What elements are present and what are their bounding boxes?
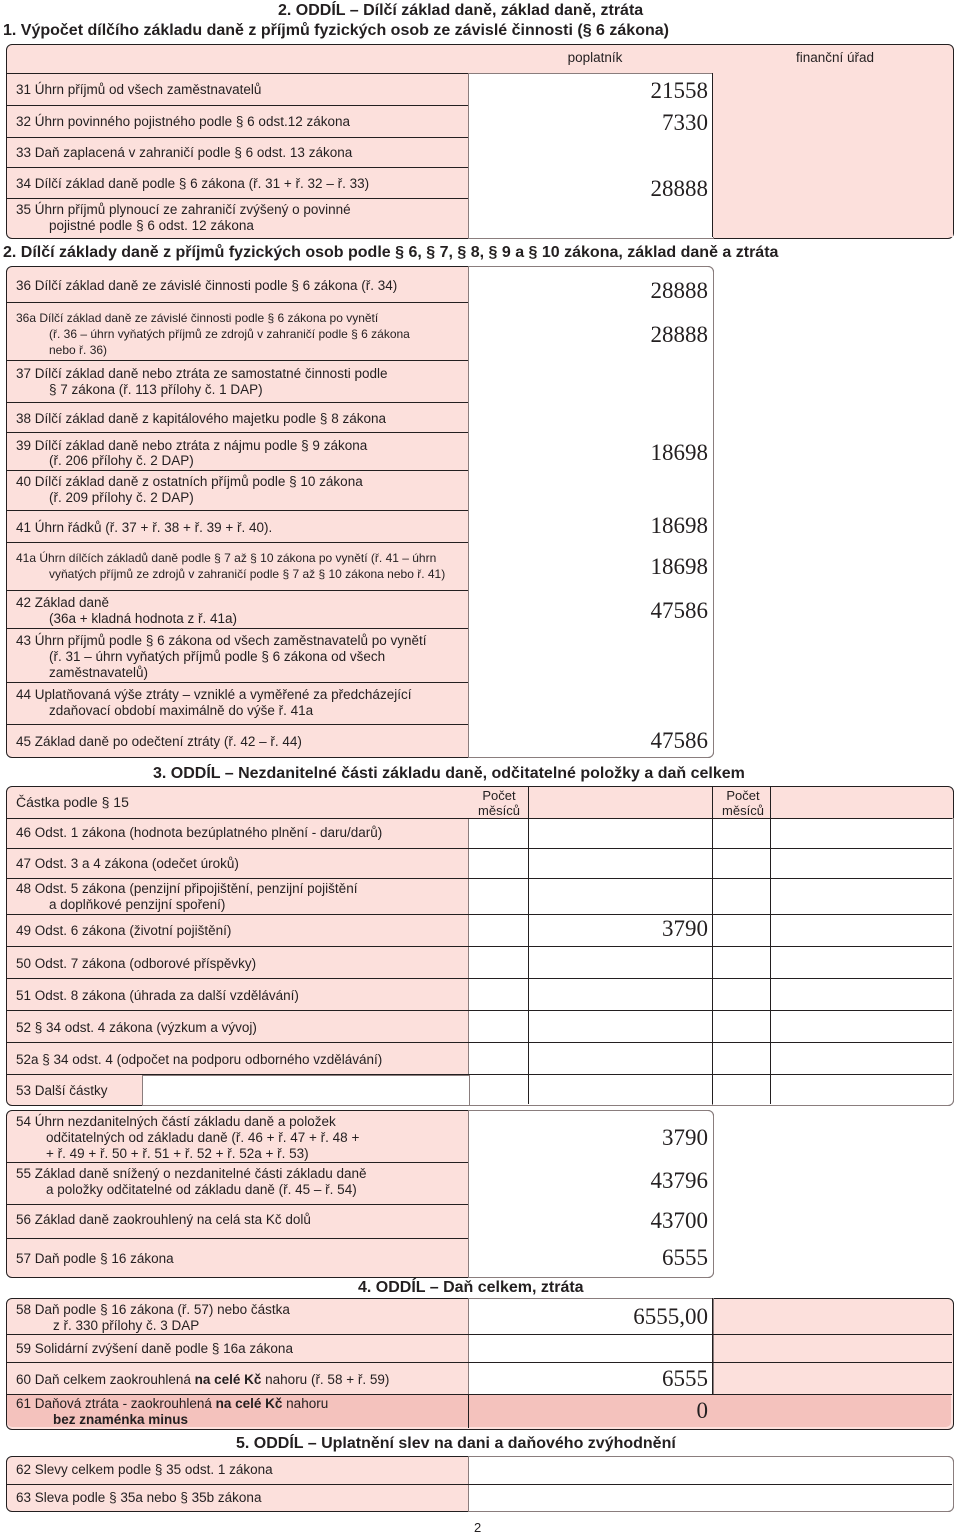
row-50-label: 50 Odst. 7 zákona (odborové příspěvky) (16, 956, 257, 971)
row-40-label-1: 40 Dílčí základ daně z ostatních příjmů podle § 10 zákona (16, 474, 363, 489)
row-58-value[interactable]: 6555,00 (633, 1304, 708, 1329)
row-52a-label: 52a § 34 odst. 4 (odpočet na podporu odborného vzdělávání) (16, 1052, 383, 1067)
row-57-value[interactable]: 6555 (662, 1245, 708, 1270)
row-61-label-b: na celé Kč (215, 1396, 283, 1411)
row-55-label-1: 55 Základ daně snížený o nezdanitelné části základu daně (16, 1166, 367, 1181)
row-43-label-1: 43 Úhrn příjmů podle § 6 zákona od všech zaměstnavatelů po vynětí (16, 633, 427, 648)
row-54-label-2: odčitatelných od základu daně (ř. 46 + ř. 47 + ř. 48 + (46, 1130, 360, 1145)
row-36-label: 36 Dílčí základ daně ze závislé činnosti podle § 6 zákona (ř. 34) (16, 278, 398, 293)
section2-sub2-title: 2. Dílčí základy daně z příjmů fyzických osob podle § 6, § 7, § 8, § 9 a § 10 zákona, základ daně a ztráta (3, 244, 779, 261)
row-42-value[interactable]: 47586 (650, 598, 708, 623)
section5-title: 5. ODDÍL – Uplatnění slev na dani a daňového zvýhodnění (236, 1435, 676, 1452)
castka-header: Částka podle § 15 (16, 794, 129, 810)
row-42-label-2: (36a + kladná hodnota z ř. 41a) (49, 611, 238, 626)
row-60-label-a: 60 Daň celkem zaokrouhlená (16, 1372, 195, 1387)
row-60-label-c: nahoru (ř. 58 + ř. 59) (261, 1372, 390, 1387)
row-40-label-2: (ř. 209 přílohy č. 2 DAP) (49, 490, 194, 505)
row-47-label: 47 Odst. 3 a 4 zákona (odečet úroků) (16, 856, 239, 871)
row-61-label-d: bez znaménka minus (53, 1412, 189, 1427)
row-51-label: 51 Odst. 8 zákona (úhrada za další vzdělávání) (16, 988, 299, 1003)
row-32-label: 32 Úhrn povinného pojistného podle § 6 odst.12 zákona (16, 114, 350, 129)
section2-subtitle: 1. Výpočet dílčího základu daně z příjmů fyzických osob ze závislé činnosti (§ 6 zákona) (3, 22, 669, 39)
row-55-value[interactable]: 43796 (650, 1168, 708, 1193)
row-32-value[interactable]: 7330 (662, 110, 708, 135)
row-44-label-2: zdaňovací období maximálně do výše ř. 41a (49, 703, 314, 718)
row-36a-value[interactable]: 28888 (650, 322, 708, 347)
row-39-label-1: 39 Dílčí základ daně nebo ztráta z nájmu podle § 9 zákona (16, 438, 368, 453)
row-61-value[interactable]: 0 (696, 1398, 708, 1423)
row-43-label-3: zaměstnavatelů) (49, 665, 149, 680)
row-61-label-a: 61 Daňová ztráta - zaokrouhlená (16, 1396, 216, 1411)
row-54-label-3: + ř. 49 + ř. 50 + ř. 51 + ř. 52 + ř. 52a + ř. 53) (46, 1146, 309, 1161)
row-36a-label-2: (ř. 36 – úhrn vyňatých příjmů ze zdrojů v zahraničí podle § 6 zákona (49, 327, 410, 341)
row-35-label-1: 35 Úhrn příjmů plynoucí ze zahraničí zvýšený o povinné (16, 202, 351, 217)
row-46-label: 46 Odst. 1 zákona (hodnota bezúplatného plnění - daru/darů) (16, 825, 383, 840)
row-34-label: 34 Dílčí základ daně podle § 6 zákona (ř. 31 + ř. 32 – ř. 33) (16, 176, 370, 191)
mesicu-header-1: měsíců (478, 803, 520, 818)
row-55-label-2: a položky odčitatelné od základu daně (ř. 45 – ř. 54) (46, 1182, 357, 1197)
pocet-header-2: Počet (726, 788, 760, 803)
row-31-value[interactable]: 21558 (650, 78, 708, 103)
row-41-label: 41 Úhrn řádků (ř. 37 + ř. 38 + ř. 39 + ř. 40). (16, 520, 273, 535)
col-header-financni-urad: finanční úřad (795, 50, 875, 65)
row-63-label: 63 Sleva podle § 35a nebo § 35b zákona (16, 1490, 262, 1505)
row-48-label-1: 48 Odst. 5 zákona (penzijní připojištění, penzijní pojištění (16, 881, 358, 896)
row-45-label: 45 Základ daně po odečtení ztráty (ř. 42 – ř. 44) (16, 734, 302, 749)
value-cell-46-53[interactable] (468, 818, 714, 1106)
row-37-label-2: § 7 zákona (ř. 113 přílohy č. 1 DAP) (49, 382, 263, 397)
row-57-label: 57 Daň podle § 16 zákona (16, 1251, 174, 1266)
section4-title: 4. ODDÍL – Daň celkem, ztráta (358, 1279, 584, 1296)
section3-title: 3. ODDÍL – Nezdanitelné části základu daně, odčitatelné položky a daň celkem (153, 765, 745, 782)
row-53-label: 53 Další částky (16, 1083, 108, 1098)
row-48-label-2: a doplňkové penzijní spoření) (49, 897, 226, 912)
row-53-text-field[interactable] (142, 1075, 470, 1106)
row-62-label: 62 Slevy celkem podle § 35 odst. 1 zákona (16, 1462, 273, 1477)
row-60-label (16, 1372, 389, 1388)
row-52-label: 52 § 34 odst. 4 zákona (výzkum a vývoj) (16, 1020, 257, 1035)
row-56-label: 56 Základ daně zaokrouhlený na celá sta Kč dolů (16, 1212, 311, 1227)
row-41a-label-2: vyňatých příjmů ze zdrojů v zahraničí podle § 7 až § 10 zákona nebo ř. 41) (49, 567, 446, 581)
row-43-label-2: (ř. 31 – úhrn vyňatých příjmů podle § 6 zákona od všech (49, 649, 386, 664)
urad-cell-31-35 (712, 73, 953, 237)
col-header-poplatnik: poplatník (567, 50, 623, 65)
row-36a-label-1: 36a Dílčí základ daně ze závislé činnosti podle § 6 zákona po vynětí (16, 311, 379, 325)
row-38-label: 38 Dílčí základ daně z kapitálového majetku podle § 8 zákona (16, 411, 386, 426)
row-58-label-2: z ř. 330 přílohy č. 3 DAP (53, 1318, 200, 1333)
row-61-label-1 (16, 1396, 328, 1412)
section2-title: 2. ODDÍL – Dílčí základ daně, základ daně, ztráta (278, 2, 644, 19)
row-60-value[interactable]: 6555 (662, 1366, 708, 1391)
row-56-value[interactable]: 43700 (650, 1208, 708, 1233)
row-31-label: 31 Úhrn příjmů od všech zaměstnavatelů (16, 82, 262, 97)
row-33-label: 33 Daň zaplacená v zahraničí podle § 6 odst. 13 zákona (16, 145, 353, 160)
row-54-label-1: 54 Úhrn nezdanitelných částí základu daně a položek (16, 1114, 336, 1129)
row-59-label: 59 Solidární zvýšení daně podle § 16a zákona (16, 1341, 293, 1356)
row-34-value[interactable]: 28888 (650, 176, 708, 201)
row-35-label-2: pojistné podle § 6 odst. 12 zákona (49, 218, 254, 233)
row-60-label-b: na celé Kč (194, 1372, 262, 1387)
row-36-value[interactable]: 28888 (650, 278, 708, 303)
row-58-label-1: 58 Daň podle § 16 zákona (ř. 57) nebo částka (16, 1302, 290, 1317)
row-39-label-2: (ř. 206 přílohy č. 2 DAP) (49, 453, 194, 468)
row-41a-label-1: 41a Úhrn dílčích základů daně podle § 7 až § 10 zákona po vynětí (ř. 41 – úhrn (16, 551, 437, 565)
row-61-label-c: nahoru (282, 1396, 329, 1411)
row-44-label-1: 44 Uplatňovaná výše ztráty – vzniklé a vyměřené za předcházející (16, 687, 412, 702)
row-49-value[interactable]: 3790 (662, 916, 708, 941)
row-39-value[interactable]: 18698 (650, 440, 708, 465)
row-54-value[interactable]: 3790 (662, 1125, 708, 1150)
row-45-value[interactable]: 47586 (650, 728, 708, 753)
row-49-label: 49 Odst. 6 zákona (životní pojištění) (16, 923, 232, 938)
row-36a-label-3: nebo ř. 36) (49, 343, 108, 357)
row-37-label-1: 37 Dílčí základ daně nebo ztráta ze samostatné činnosti podle (16, 366, 388, 381)
row-41-value[interactable]: 18698 (650, 513, 708, 538)
row-42-label-1: 42 Základ daně (16, 595, 110, 610)
value-cell-46-53-right (712, 818, 954, 1106)
row-41a-value[interactable]: 18698 (650, 554, 708, 579)
pocet-header-1: Počet (482, 788, 516, 803)
page-number: 2 (474, 1520, 482, 1535)
mesicu-header-2: měsíců (722, 803, 764, 818)
